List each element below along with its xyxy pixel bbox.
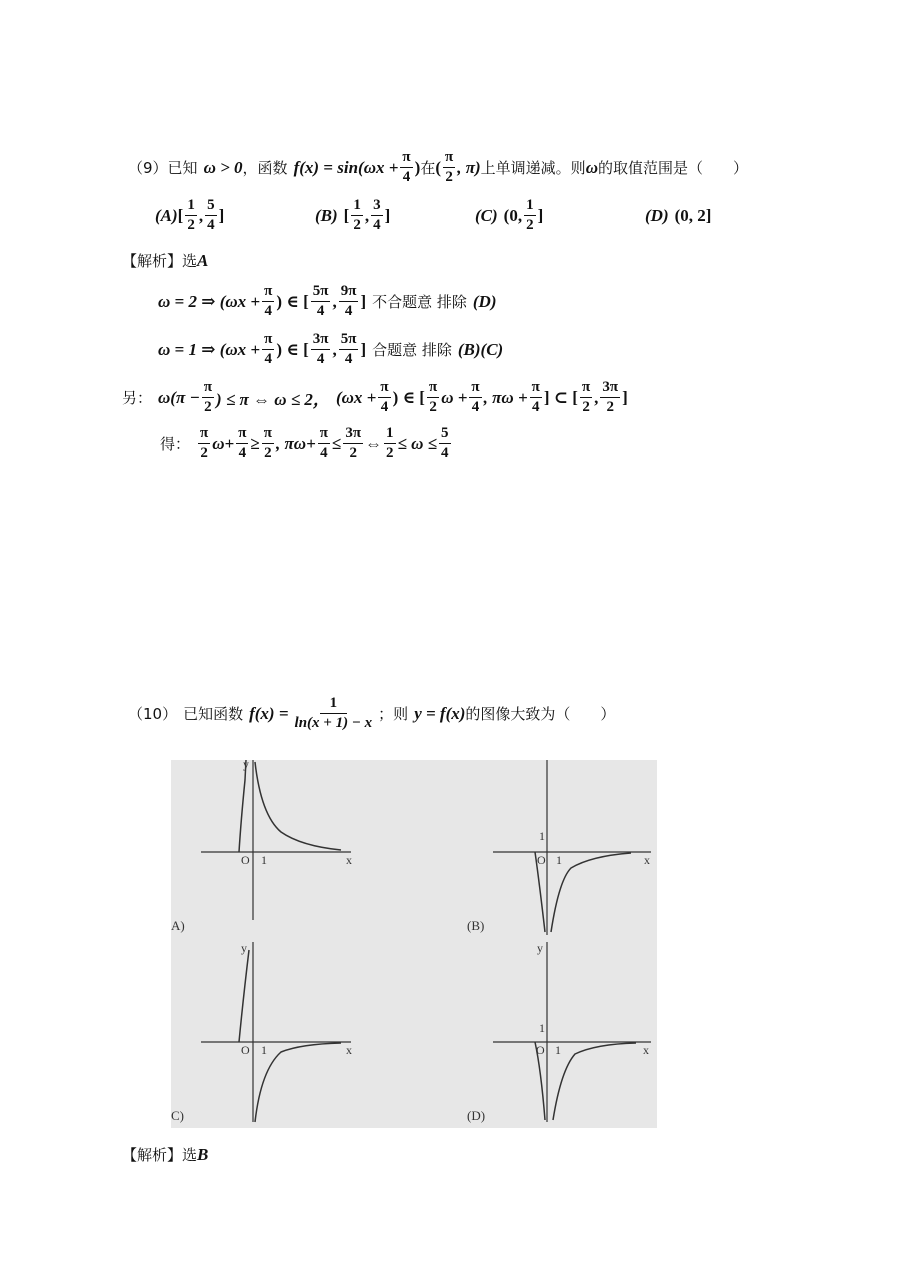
svg-text:y: y xyxy=(243,760,249,771)
q9-stem: （9） 已知 ω > 0 ，函数 f(x) = sin(ωx + $\frac{\pi}{4}$ ) 在 ( $\frac{\pi}{2}$ , π) 上单调递减。则 ω 的取值范围是（ ） xyxy=(128,149,748,185)
q9-step-1: ω = 2 ⇒ (ωx + $\frac{\pi}{4}$ ) ∈ [ $\frac{5\pi}{4}$ , $\frac{9\pi}{4}$ ] 不合题意 排除 (D) xyxy=(158,283,497,319)
q10-number: （10） xyxy=(128,705,178,723)
graph-d xyxy=(467,941,651,1123)
q9-step-2: ω = 1 ⇒ (ωx + $\frac{\pi}{4}$ ) ∈ [ $\frac{3\pi}{4}$ , $\frac{5\pi}{4}$ ] 合题意 排除 (B)(C) xyxy=(158,331,504,367)
svg-text:x: x xyxy=(643,1043,649,1057)
svg-text:1: 1 xyxy=(556,853,562,867)
svg-text:1: 1 xyxy=(539,1021,545,1035)
q9-result: 得： $\frac{\pi}{2}$ ω+ $\frac{\pi}{4}$ ≥ $\frac{\pi}{2}$ , πω+ $\frac{\pi}{4}$ ≤ $\frac{3\pi}{2}$ ⇔ $\frac{1}{2}$ ≤ ω ≤ $\frac{5}{4}$ xyxy=(160,425,449,461)
q10-answer-letter: B xyxy=(197,1144,209,1164)
svg-text:1: 1 xyxy=(555,1043,561,1057)
q9-answer-letter: A xyxy=(197,250,209,270)
svg-text:1: 1 xyxy=(539,829,545,843)
q9-function: f(x) = sin(ωx + xyxy=(293,157,399,177)
svg-text:A): A) xyxy=(171,918,185,933)
svg-text:x: x xyxy=(644,853,650,867)
svg-text:O: O xyxy=(537,853,546,867)
svg-text:y: y xyxy=(537,941,543,955)
q9-answer: 【解析】选 A xyxy=(122,250,209,270)
svg-text:O: O xyxy=(241,1043,250,1057)
svg-text:1: 1 xyxy=(261,1043,267,1057)
svg-text:x: x xyxy=(346,853,352,867)
svg-text:O: O xyxy=(536,1043,545,1057)
option-b: (B) [ $\frac{1}{2}$ , $\frac{3}{4}$ ] xyxy=(315,197,391,233)
graph-options-svg xyxy=(171,760,657,1128)
pi-over-4: $\frac{\pi}{4}$ xyxy=(402,149,411,185)
svg-text:y: y xyxy=(241,941,247,955)
q9-alternative: 另： ω(π − $\frac{\pi}{2}$ ) ≤ π ⇔ ω ≤ 2， (ωx + $\frac{\pi}{4}$ ) ∈ [ $\frac{\pi}{2}$ ω + $\frac{\pi}{4}$ , πω + $\frac{\pi}{4}$ ] ⊂ [ $\frac{\pi}{2}$ , $\frac{3\pi}{2}$ ] xyxy=(122,379,628,415)
svg-text:C): C) xyxy=(171,1108,184,1123)
graph-c xyxy=(171,941,352,1123)
svg-text:(D): (D) xyxy=(467,1108,486,1123)
svg-text:x: x xyxy=(346,1043,352,1057)
q10-graph-figure xyxy=(171,760,657,1128)
pi-over-2: $\frac{\pi}{2}$ xyxy=(445,149,454,185)
svg-text:(B): (B) xyxy=(467,918,485,933)
svg-text:O: O xyxy=(241,853,250,867)
graph-a xyxy=(171,760,352,933)
q9-condition: ω > 0 xyxy=(203,157,243,177)
q10-stem: （10） 已知函数 f(x) = $\frac{1}{\ln(x + 1) - x}$ ；则 y = f(x) 的图像大致为（ ） xyxy=(128,695,616,731)
graph-b xyxy=(467,760,651,935)
option-c: (C) (0, $\frac{1}{2}$ ] xyxy=(475,197,544,233)
svg-text:1: 1 xyxy=(261,853,267,867)
option-a: (A) [ $\frac{1}{2}$ , $\frac{5}{4}$ ] xyxy=(155,197,225,233)
option-d: (D) (0, 2] xyxy=(645,205,712,225)
q10-answer: 【解析】选 B xyxy=(122,1144,209,1164)
q9-number: （9） xyxy=(128,159,168,177)
q9-options xyxy=(155,198,711,233)
